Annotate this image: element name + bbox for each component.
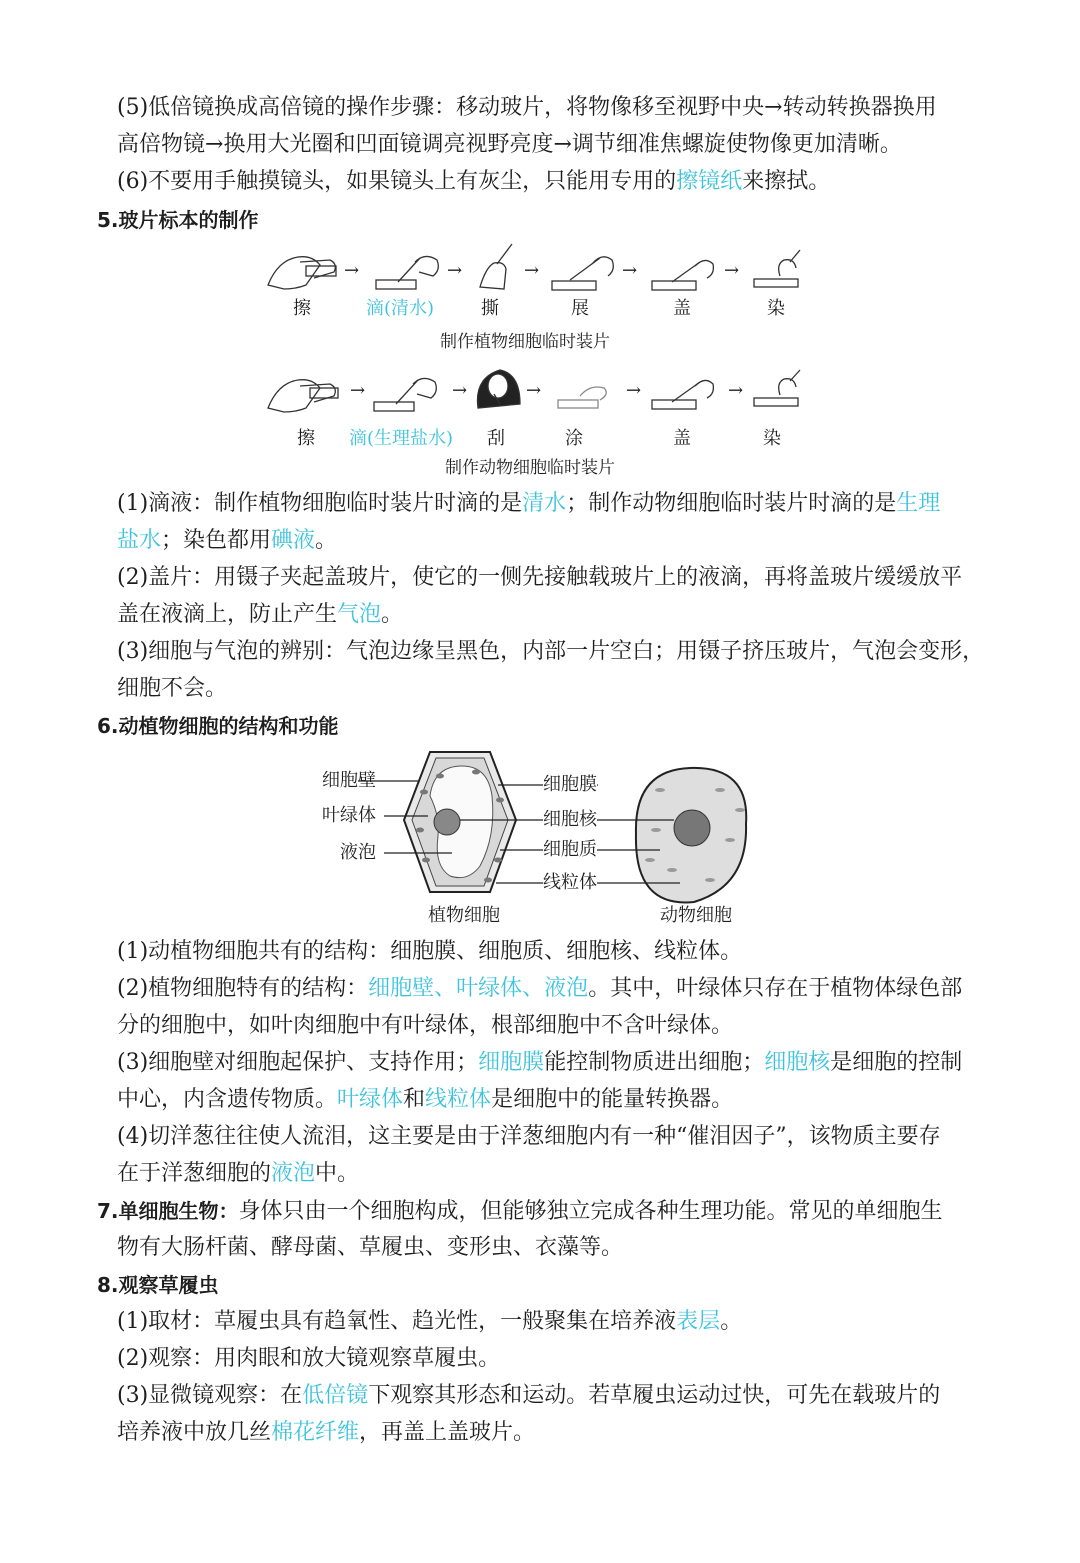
highlight-term: 棉花纤维 bbox=[271, 1420, 360, 1445]
highlight-term: 叶绿体 bbox=[337, 1087, 404, 1112]
text-span: 是细胞的控制 bbox=[830, 1050, 963, 1075]
plant-step-label: 滴(清水) bbox=[365, 298, 435, 319]
arrow-icon: → bbox=[553, 132, 572, 157]
highlight-term: 清水 bbox=[522, 491, 567, 516]
text-line: (1)动植物细胞共有的结构：细胞膜、细胞质、细胞核、线粒体。 bbox=[117, 939, 743, 964]
text-span: (6)不要用手触摸镜头，如果镜头上有灰尘，只能用专用的 bbox=[117, 169, 677, 194]
text-line: (3)细胞与气泡的辨别：气泡边缘呈黑色，内部一片空白；用镊子挤压玻片，气泡会变形， bbox=[117, 639, 985, 664]
section-heading-5: 5.玻片标本的制作 bbox=[97, 208, 259, 232]
animal-cell-caption: 动物细胞 bbox=[660, 905, 732, 926]
text-span: ；制作动物细胞临时装片时滴的是 bbox=[566, 491, 897, 516]
highlight-term: 低倍镜 bbox=[302, 1383, 369, 1408]
arrow-icon: → bbox=[626, 380, 642, 401]
animal-step-label: 染 bbox=[763, 428, 781, 449]
text-line bbox=[117, 1086, 733, 1114]
text-span: 在于洋葱细胞的 bbox=[117, 1161, 272, 1186]
arrow-icon: → bbox=[350, 380, 366, 401]
plant-step-label: 盖 bbox=[673, 298, 691, 319]
text-span: 调节细准焦螺旋使物像更加清晰。 bbox=[571, 132, 902, 157]
text-line bbox=[117, 1308, 742, 1336]
plant-step-label: 擦 bbox=[293, 298, 311, 319]
plant-prep-caption: 制作植物细胞临时装片 bbox=[440, 332, 610, 352]
label-cell-wall: 细胞壁 bbox=[322, 770, 376, 791]
animal-prep-caption: 制作动物细胞临时装片 bbox=[445, 458, 615, 478]
arrow-icon: → bbox=[205, 132, 224, 157]
text-span: (3)显微镜观察：在 bbox=[117, 1383, 303, 1408]
highlight-term: 生理 bbox=[896, 491, 941, 516]
arrow-icon: → bbox=[764, 95, 783, 120]
plant-cell-drawing bbox=[404, 752, 516, 892]
plant-step-label: 染 bbox=[767, 298, 785, 319]
arrow-icon: → bbox=[447, 260, 463, 281]
text-span: 是细胞中的能量转换器。 bbox=[491, 1087, 734, 1112]
section-heading-6: 6.动植物细胞的结构和功能 bbox=[97, 714, 339, 738]
text-line: (2)盖片：用镊子夹起盖玻片，使它的一侧先接触载玻片上的液滴，再将盖玻片缓缓放平 bbox=[117, 565, 963, 590]
text-span: 身体只由一个细胞构成，但能够独立完成各种生理功能。常见的单细胞生 bbox=[238, 1199, 943, 1224]
text-line bbox=[97, 1197, 943, 1226]
arrow-icon: → bbox=[728, 380, 744, 401]
text-span: 来擦拭。 bbox=[742, 169, 831, 194]
label-cytoplasm: 细胞质 bbox=[543, 839, 597, 860]
text-line: (2)观察：用肉眼和放大镜观察草履虫。 bbox=[117, 1346, 501, 1371]
label-mitochondria: 线粒体 bbox=[543, 872, 597, 893]
plant-step-label: 展 bbox=[571, 298, 589, 319]
text-span: 中。 bbox=[315, 1161, 360, 1186]
text-span: 下观察其形态和运动。若草履虫运动过快，可先在载玻片的 bbox=[368, 1383, 941, 1408]
section-heading-7: 7.单细胞生物： bbox=[97, 1199, 239, 1223]
text-line bbox=[117, 975, 962, 1003]
text-line bbox=[117, 1160, 359, 1188]
label-chloroplast: 叶绿体 bbox=[322, 805, 376, 826]
text-line bbox=[117, 1049, 962, 1077]
highlight-term: 表层 bbox=[676, 1309, 721, 1334]
section-heading-8: 8.观察草履虫 bbox=[97, 1273, 219, 1297]
arrow-icon: → bbox=[622, 260, 638, 281]
text-span: (1)滴液：制作植物细胞临时装片时滴的是 bbox=[117, 491, 523, 516]
text-line: 物有大肠杆菌、酵母菌、草履虫、变形虫、衣藻等。 bbox=[117, 1235, 624, 1260]
highlight-term: 线粒体 bbox=[425, 1087, 492, 1112]
text-line: (4)切洋葱往往使人流泪，这主要是由于洋葱细胞内有一种“催泪因子”，该物质主要存 bbox=[117, 1124, 941, 1149]
text-line bbox=[117, 1382, 940, 1410]
text-span: ；染色都用 bbox=[161, 528, 272, 553]
text-span: 。 bbox=[315, 528, 338, 553]
text-span: (1)取材：草履虫具有趋氧性、趋光性，一般聚集在培养液 bbox=[117, 1309, 677, 1334]
plant-cell-caption: 植物细胞 bbox=[428, 905, 500, 926]
text-span: ，再盖上盖玻片。 bbox=[359, 1420, 536, 1445]
highlight-term: 气泡 bbox=[337, 602, 382, 627]
label-cell-membrane: 细胞膜 bbox=[543, 774, 597, 795]
text-line: 分的细胞中，如叶肉细胞中有叶绿体，根部细胞中不含叶绿体。 bbox=[117, 1013, 734, 1038]
text-span: 。 bbox=[381, 602, 404, 627]
text-span: 盖在液滴上，防止产生 bbox=[117, 602, 338, 627]
highlight-term: 盐水 bbox=[117, 528, 162, 553]
label-nucleus: 细胞核 bbox=[543, 809, 597, 830]
plant-step-label: 撕 bbox=[481, 298, 499, 319]
animal-step-label: 盖 bbox=[673, 428, 691, 449]
animal-cell-drawing bbox=[636, 768, 746, 903]
highlight-term: 擦镜纸 bbox=[676, 169, 743, 194]
animal-step-label: 涂 bbox=[565, 428, 583, 449]
arrow-icon: → bbox=[724, 260, 740, 281]
text-span: 培养液中放几丝 bbox=[117, 1420, 272, 1445]
cell-leader-lines bbox=[358, 781, 680, 883]
highlight-term: 碘液 bbox=[271, 528, 316, 553]
text-line bbox=[117, 1419, 535, 1447]
arrow-icon: → bbox=[452, 380, 468, 401]
animal-step-label: 滴(生理盐水) bbox=[348, 428, 454, 449]
text-span: (3)细胞壁对细胞起保护、支持作用； bbox=[117, 1050, 479, 1075]
text-span: 中心，内含遗传物质。 bbox=[117, 1087, 338, 1112]
label-vacuole: 液泡 bbox=[340, 842, 376, 863]
text-span: 和 bbox=[403, 1087, 426, 1112]
arrow-icon: → bbox=[344, 260, 360, 281]
highlight-term: 液泡 bbox=[271, 1161, 316, 1186]
animal-step-label: 刮 bbox=[487, 428, 505, 449]
text-span: 换用大光圈和凹面镜调亮视野亮度 bbox=[223, 132, 554, 157]
highlight-term: 细胞膜 bbox=[478, 1050, 545, 1075]
text-span: 转动转换器换用 bbox=[782, 95, 937, 120]
text-span: (5)低倍镜换成高倍镜的操作步骤：移动玻片，将物像移至视野中央 bbox=[117, 95, 765, 120]
text-span: 。 bbox=[720, 1309, 743, 1334]
text-span: 高倍物镜 bbox=[117, 132, 206, 157]
text-line: 细胞不会。 bbox=[117, 676, 228, 701]
text-span: 。其中，叶绿体只存在于植物体绿色部 bbox=[588, 976, 963, 1001]
animal-step-label: 擦 bbox=[297, 428, 315, 449]
arrow-icon: → bbox=[524, 260, 540, 281]
highlight-term: 细胞壁、叶绿体、液泡 bbox=[368, 976, 589, 1001]
text-span: 能控制物质进出细胞； bbox=[544, 1050, 765, 1075]
highlight-term: 细胞核 bbox=[764, 1050, 831, 1075]
text-span: (2)植物细胞特有的结构： bbox=[117, 976, 369, 1001]
arrow-icon: → bbox=[526, 380, 542, 401]
